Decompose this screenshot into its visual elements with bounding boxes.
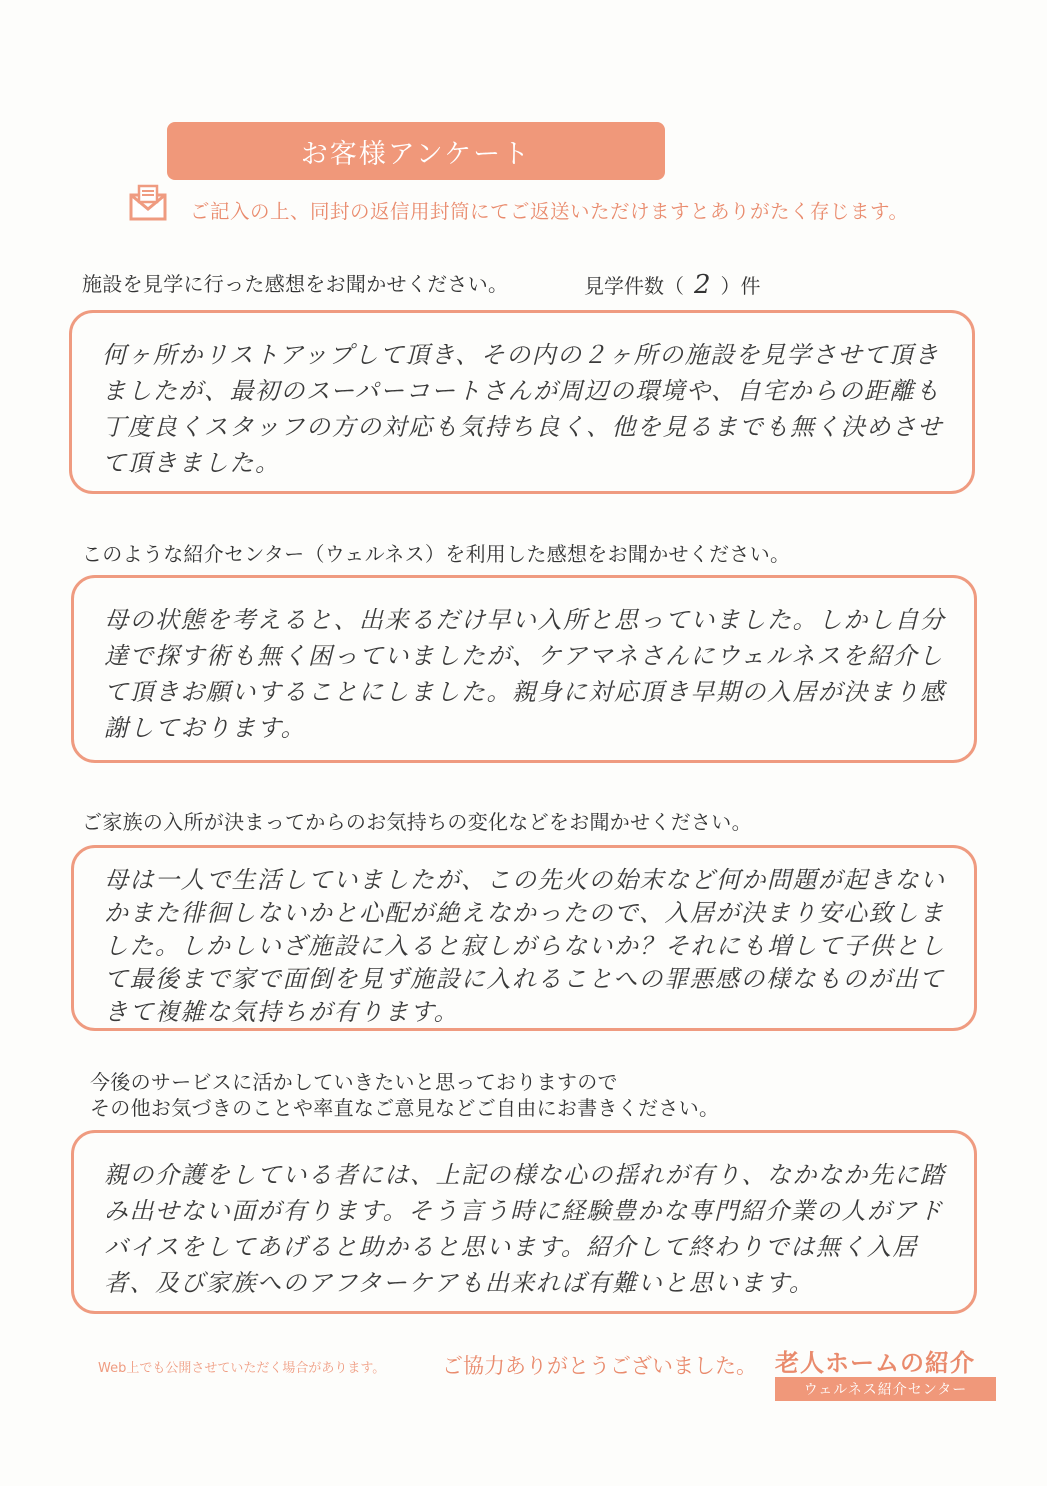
visit-count <box>584 270 761 300</box>
thanks-message: ご協力ありがとうございました。 <box>442 1354 757 1378</box>
visit-count-value: 2 <box>694 270 711 300</box>
envelope-icon <box>128 183 168 223</box>
answer-box-3 <box>71 845 977 1031</box>
answer-2-text: 母の状態を考えると、出来るだけ早い入所と思っていました。しかし自分達で探す術も無く困っていましたが、ケアマネさんにウェルネスを紹介して頂きお願いすることにしました。親身に対応頂き早期の入居が決まり感謝しております。 <box>104 606 946 742</box>
survey-title: お客様アンケート <box>167 122 665 180</box>
visit-count-unit: ）件 <box>720 274 761 298</box>
question-3: ご家族の入所が決まってからのお気持ちの変化などをお聞かせください。 <box>82 810 752 834</box>
answer-box-2 <box>71 575 977 763</box>
answer-1-text: 何ヶ所かリストアップして頂き、その内の２ヶ所の施設を見学させて頂きましたが、最初のスーパーコートさんが周辺の環境や、自宅からの距離も丁度良くスタッフの方の対応も気持ち良く、他を見るまでも無く決めさせて頂きました。 <box>102 341 944 477</box>
question-1: 施設を見学に行った感想をお聞かせください。 <box>82 272 509 296</box>
question-4-line-1: 今後のサービスに活かしていきたいと思っておりますので <box>90 1070 618 1094</box>
instruction-text: ご記入の上、同封の返信用封筒にてご返送いただけますとありがたく存じます。 <box>190 200 909 223</box>
answer-box-1 <box>69 310 975 494</box>
question-4-line-2: その他お気づきのことや率直なご意見などご自由にお書きください。 <box>90 1096 720 1120</box>
brand-logo-text: 老人ホームの紹介 <box>775 1349 975 1377</box>
brand-subtitle: ウェルネス紹介センター <box>775 1377 996 1401</box>
answer-box-4 <box>71 1130 977 1314</box>
answer-3-text: 母は一人で生活していましたが、この先火の始末など何か問題が起きないかまた徘徊しないかと心配が絶えなかったので、入居が決まり安心致しました。しかしいざ施設に入ると寂しがらないか？それにも増して子供として最後まで家で面倒を見ず施設に入れることへの罪悪感の様なものが出てきて複雑な気持ちが有ります。 <box>104 866 946 1026</box>
visit-count-label: 見学件数（ <box>584 274 684 298</box>
web-publish-note: Web上でも公開させていただく場合があります。 <box>98 1361 386 1376</box>
question-2: このような紹介センター（ウェルネス）を利用した感想をお聞かせください。 <box>82 542 791 566</box>
answer-4-text: 親の介護をしている者には、上記の様な心の揺れが有り、なかなか先に踏み出せない面が有ります。そう言う時に経験豊かな専門紹介業の人がアドバイスをしてあげると助かると思います。紹介して終わりでは無く入居者、及び家族へのアフターケアも出来れば有難いと思います。 <box>104 1161 946 1297</box>
